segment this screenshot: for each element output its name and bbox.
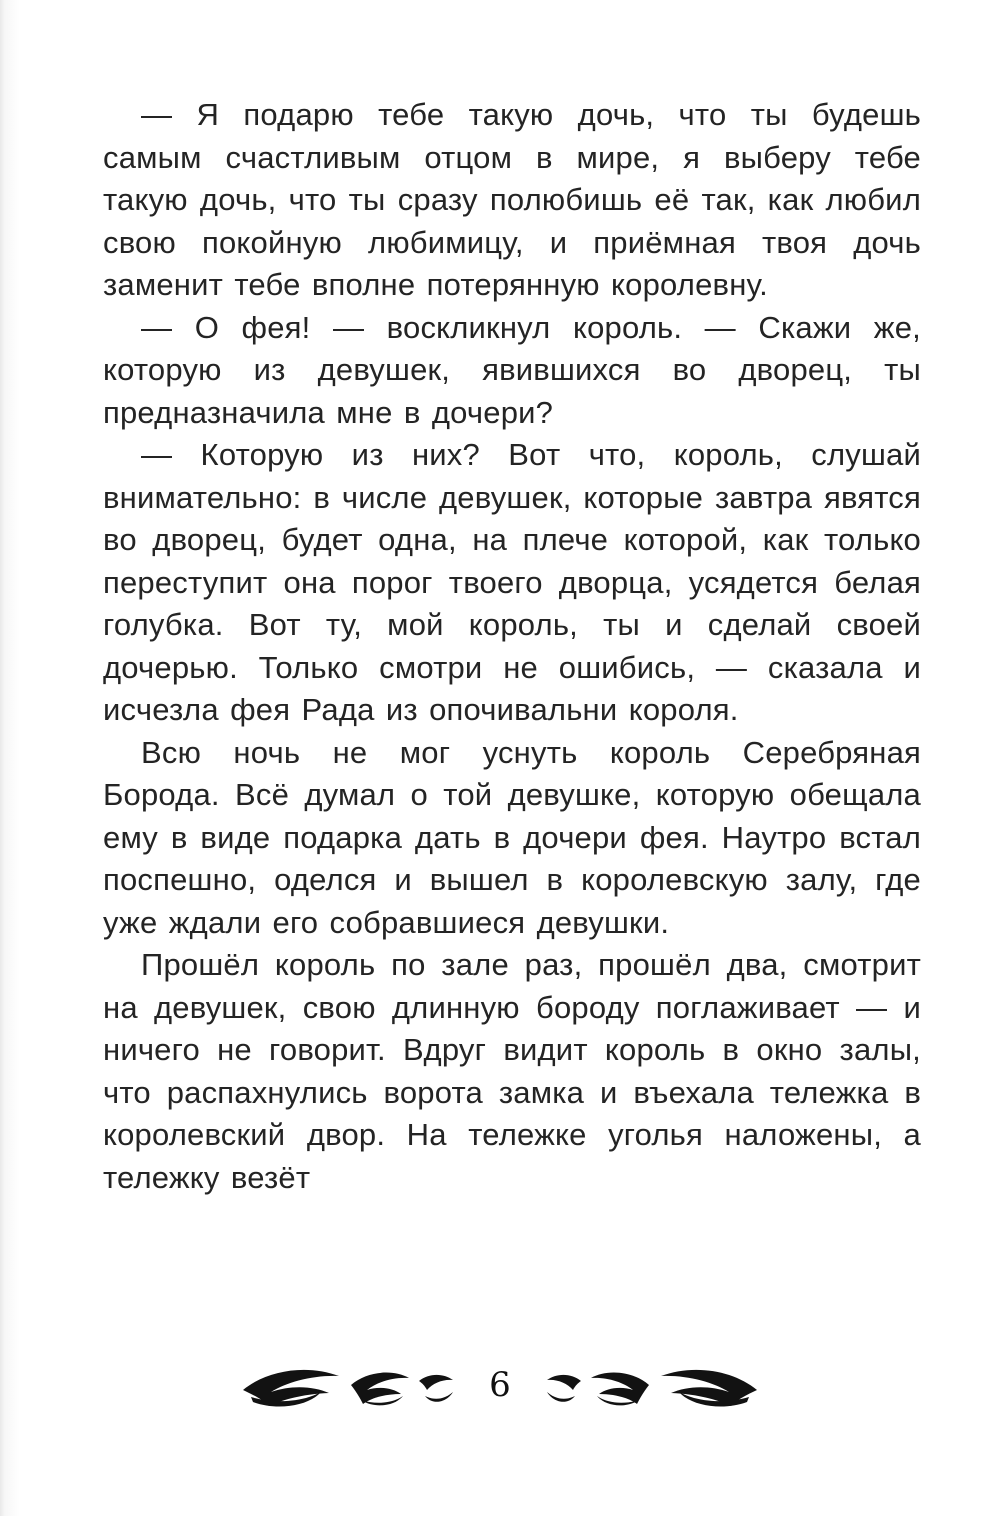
page-text [103, 94, 921, 1199]
paragraph: — Которую из них? Вот что, король, слушай внимательно: в числе девушек, которые завтра явятся во дворец, будет одна, на плече которой, как только переступит она порог твоего дворца, усядется белая голубка. Вот ту, мой король, ты и сделай своей дочерью. Только смотри не ошибись, — сказала и исчезла фея Рада из опочивальни короля. [103, 437, 921, 727]
page-footer [0, 1366, 1000, 1408]
flourish-left-icon [241, 1366, 455, 1408]
paragraph: Прошёл король по зале раз, прошёл два, смотрит на девушек, свою длинную бороду поглаживает — и ничего не говорит. Вдруг видит король в окно залы, что распахнулись ворота замка и въехала тележка в королевский двор. На тележке уголья наложены, а тележку везёт [103, 947, 921, 1195]
flourish-right-icon [545, 1366, 759, 1408]
paragraph: — О фея! — воскликнул король. — Скажи же, которую из девушек, явившихся во дворец, ты предназначила мне в дочери? [103, 309, 921, 430]
paragraph: — Я подарю тебе такую дочь, что ты будешь самым счастливым отцом в мире, я выберу тебе такую дочь, что ты сразу полюбишь её так, как любил свою покойную любимицу, и приёмная твоя дочь заменит тебе вполне потерянную королевну. [103, 97, 921, 302]
page-number: 6 [489, 1365, 511, 1405]
paragraph: Всю ночь не мог уснуть король Серебряная Борода. Всё думал о той девушке, которую обещала ему в виде подарка дать в дочери фея. Наутро встал поспешно, оделся и вышел в королевскую залу, где уже ждали его собравшиеся девушки. [103, 734, 921, 940]
